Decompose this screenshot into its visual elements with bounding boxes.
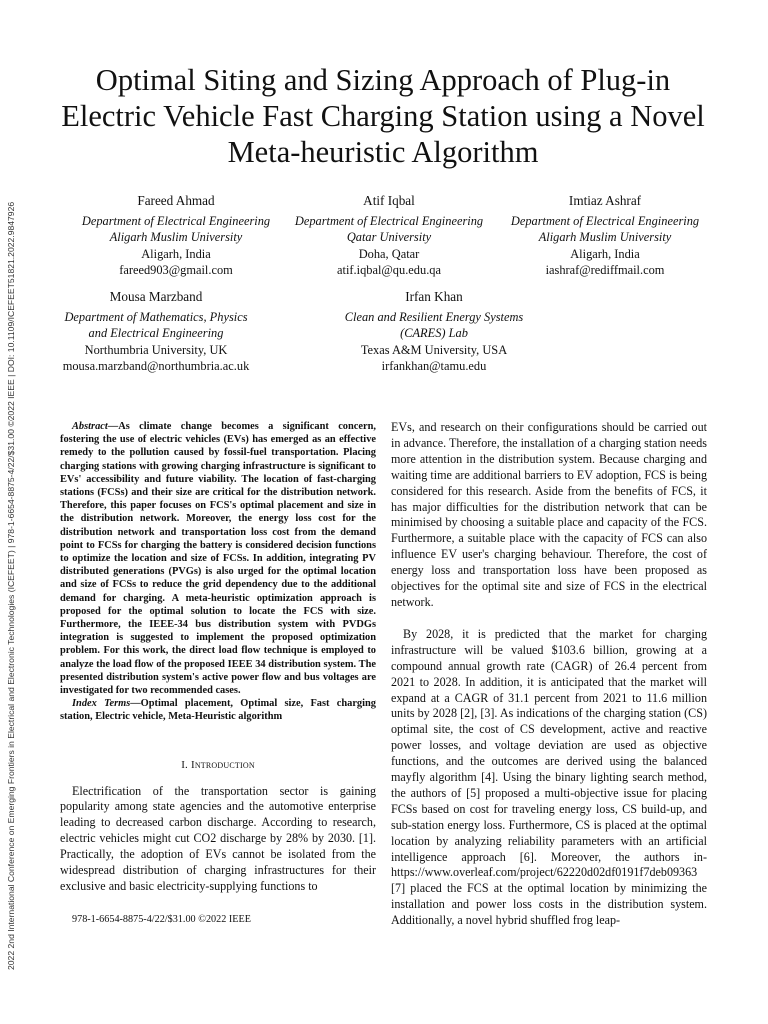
section-title: Introduction bbox=[190, 758, 255, 771]
index-terms bbox=[60, 697, 376, 723]
author-org: Aligarh Muslim University bbox=[538, 230, 672, 245]
author-dept: Department of Electrical Engineering bbox=[81, 214, 271, 229]
author-email: mousa.marzband@northumbria.ac.uk bbox=[62, 358, 250, 373]
body-paragraph: EVs, and research on their configurations should be carried out in advance. Therefore, the installation of a charging station needs more attention in the distribution system. Because charging and waiting time are additional barriers to EV adoption, FCS is being considered for this research. Aside from the benefits of FCS, it has major difficulties for the distribution network that can be minimised by choosing a suitable place and capacity of the FCS. Furthermore, a suitable place with the capacity of FCS can also influence EV user's charging behaviour. Therefore, the cost of energy loss and transportation loss have been proposed as objectives for the optimal site and size of FCS in the electrical network. bbox=[391, 420, 707, 609]
abstract-label: Abstract bbox=[72, 421, 108, 432]
author-org: Aligarh Muslim University bbox=[109, 230, 243, 245]
author-name: Fareed Ahmad bbox=[137, 193, 215, 208]
abstract-text: —As climate change becomes a significant concern, fostering the use of electric vehicles (EVs) has emerged as an effective remedy to the pollution caused by fossil-fuel transportation. Placing charging stations with growing charging infrastructure is significant to EVs' accessibility and future viability. The location of fast-charging stations (FCSs) and their size are critical for the distribution network. Therefore, this paper focuses on FCS's optimal placement and size in the distribution network. Moreover, the energy loss cost for the distribution network and transportation loss cost from the demand point to FCSs for charging the battery is considered decision functions to optimize the location and size of FCSs. In addition, integrating PV distributed generations (PVGs) is also urged for the optimal location and size of FCSs to reduce the grid dependency due to the additional demand for charging. A meta-heuristic optimization approach is proposed for the optimal solution to locate the FCS with size. Furthermore, the IEEE-34 bus distribution system with PVDGs integration is suggested to implement the proposed optimization problem. For this work, the direct load flow technique is employed to analyze the load flow of the proposed IEEE 34 distribution system. The presented distribution system's active power flow and bus voltages are investigated for two recommended cases. bbox=[60, 421, 376, 697]
paper-title: Optimal Siting and Sizing Approach of Plug-in Electric Vehicle Fast Charging Station using a Novel Meta-heuristic Algorithm bbox=[61, 63, 705, 169]
author-block bbox=[320, 289, 548, 374]
sidebar-citation-text: 2022 2nd International Conference on Emerging Frontiers in Electrical and Electronic Technologies (ICEFEET) | 978-1-6654-8875-4/22/$31.00 ©2022 IEEE | DOI: 10.1109/ICEFEET51821.2022.9847926 bbox=[6, 201, 16, 970]
author-name: Imtiaz Ashraf bbox=[568, 193, 642, 208]
author-dept: Department of Electrical Engineering bbox=[294, 214, 484, 229]
author-org: Qatar University bbox=[346, 230, 432, 245]
left-column bbox=[60, 420, 376, 895]
section-number: I. bbox=[181, 758, 189, 771]
author-block bbox=[60, 193, 292, 278]
author-email: atif.iqbal@qu.edu.qa bbox=[337, 262, 441, 277]
author-email: iashraf@rediffmail.com bbox=[545, 262, 665, 277]
abstract bbox=[60, 420, 376, 697]
author-dept: Clean and Resilient Energy Systems bbox=[344, 310, 524, 325]
index-terms-text: —Optimal placement, Optimal size, Fast charging station, Electric vehicle, Meta-Heuristic algorithm bbox=[60, 698, 376, 723]
author-location: Doha, Qatar bbox=[358, 246, 420, 261]
author-location: Northumbria University, UK bbox=[84, 342, 228, 357]
author-block bbox=[490, 193, 720, 278]
intro-paragraph: Electrification of the transportation sector is gaining popularity among state agencies and the automotive enterprise leading to decreased carbon discharge. According to research, electric vehicles might cut CO2 discharge by 28% by 2030. [1]. Practically, the adoption of EVs cannot be isolated from the widespread distribution of charging infrastructures for their exclusive and basic electricity-supplying functions to bbox=[60, 783, 376, 894]
right-column bbox=[391, 420, 707, 929]
author-name: Irfan Khan bbox=[405, 289, 463, 304]
copyright-footer: 978-1-6654-8875-4/22/$31.00 ©2022 IEEE bbox=[72, 914, 251, 925]
author-org: (CARES) Lab bbox=[400, 326, 468, 341]
author-email: irfankhan@tamu.edu bbox=[381, 358, 487, 373]
author-dept: Department of Mathematics, Physics bbox=[64, 310, 248, 325]
body-paragraph: By 2028, it is predicted that the market for charging infrastructure will be valued $103.6 billion, growing at a compound annual growth rate (CAGR) of 26.4 percent from 2021 to 2028. In addition, it is anticipated that the market will expand at a CAGR of 31.1 percent from 2021 to 11.6 million units by 2028 [2], [3]. As indications of the charging station (CS) optimal site, the cost of CS development, active and reactive power losses, and voltage deviation are used as objective functions, and the outcomes are derived using the balanced mayfly algorithm [4]. Using the binary lighting search method, the authors of [5] proposed a multi-objective issue for placing FCSs based on cost for traveling energy loss, CS build-up, and sub-station energy loss. Furthermore, CS is placed at the optimal location by analyzing reliability parameters with an artificial intelligence approach [6]. Moreover, the authors in-https://www.overleaf.com/project/62220d02df0191f7deb09363 [7] placed the FCS at the optimal location by minimizing the installation and power loss costs in the distribution system. Additionally, a novel hybrid shuffled frog leap- bbox=[391, 626, 707, 928]
author-location: Aligarh, India bbox=[570, 246, 640, 261]
author-dept: Department of Electrical Engineering bbox=[510, 214, 700, 229]
sidebar-citation bbox=[4, 110, 18, 970]
author-location: Texas A&M University, USA bbox=[360, 342, 508, 357]
author-email: fareed903@gmail.com bbox=[119, 262, 233, 277]
section-heading bbox=[60, 758, 376, 774]
author-block bbox=[40, 289, 272, 374]
author-name: Atif Iqbal bbox=[363, 193, 415, 208]
author-location: Aligarh, India bbox=[141, 246, 211, 261]
author-block bbox=[275, 193, 503, 278]
author-name: Mousa Marzband bbox=[109, 289, 203, 304]
author-org: and Electrical Engineering bbox=[88, 326, 224, 341]
index-terms-label: Index Terms bbox=[72, 698, 131, 710]
